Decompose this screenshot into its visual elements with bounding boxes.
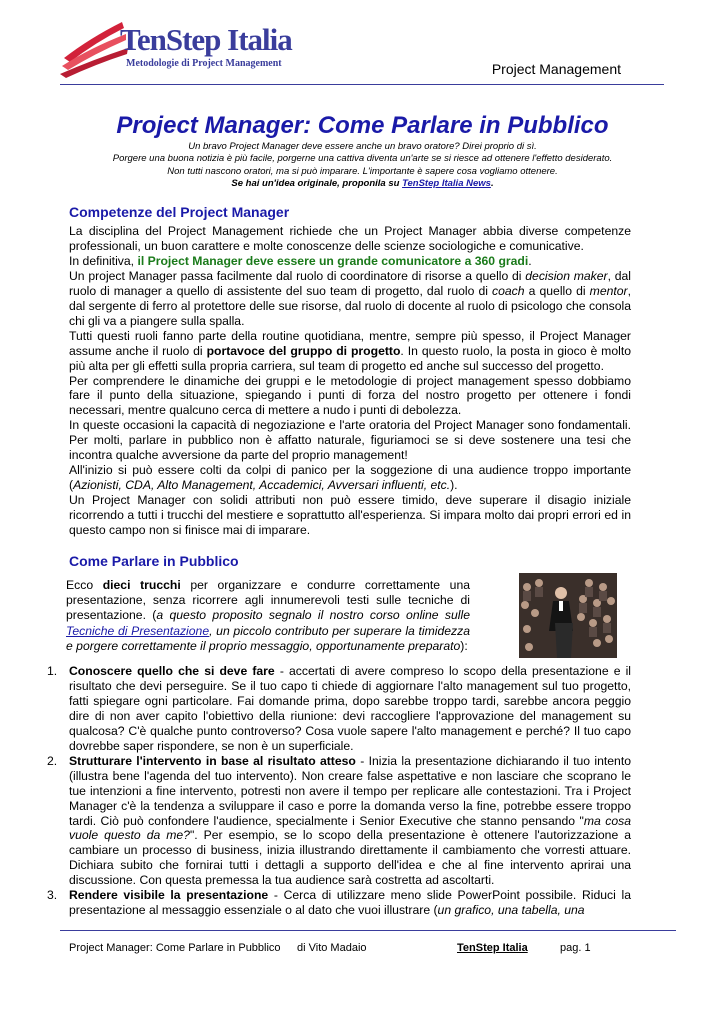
header-divider	[60, 84, 664, 85]
intro-block	[0, 141, 725, 191]
bold-text: Strutturare l'intervento in base al risultato atteso	[69, 753, 356, 768]
list-item	[47, 754, 631, 889]
footer-divider	[60, 930, 676, 931]
logo-text: TenStep Italia	[120, 22, 292, 57]
text: , dal ruolo di manager a quello di assistente del suo team di progetto, dal ruolo di	[69, 268, 631, 298]
list-item-text	[69, 888, 631, 918]
italic-text: mentor	[589, 283, 628, 298]
italic-text: , un piccolo contributo per superare la timidezza e porgere correttamente il proprio messaggio, opportunamente preparato	[66, 623, 470, 653]
footer-brand-link[interactable]: TenStep Italia	[457, 942, 528, 954]
text: - accertati di avere compreso lo scopo della presentazione e il risultato che devi perseguire. Se il tuo capo ti chiede di aggiornare l'alto management sul tuo progetto, fatti spiegare ogni particolare. Fai domande prima, dopo sarebbe troppo tardi, sarebbe ancora peggio dire di non aver capito l'obiettivo della riunione: devi raccogliere l'approvazione del management su qualcosa? C'è qualche punto controverso? Cosa vuole sapere l'alto management e perché? Il tuo capo dovrebbe saper rispondere, se non è un superficiale.	[69, 664, 631, 753]
parlare-intro	[66, 578, 470, 654]
bold-text: Rendere visibile la presentazione	[69, 888, 269, 903]
list-item	[47, 664, 631, 754]
paragraph: Un Project Manager con solidi attributi non può essere timido, deve superare il disagio iniziale ricorrendo a tutti i trucchi del mestiere e soprattutto all'esperienza. Si impara molto dai propri errori ed in questo campo non si finisce mai di imparare.	[69, 493, 631, 538]
page-title: Project Manager: Come Parlare in Pubblico	[116, 112, 609, 139]
text: , dal sergente di ferro al protettore delle sue risorse, dal ruolo di docente al ruolo di psicologo che consola chi gli va a piangere sulla spalla.	[69, 283, 631, 328]
text: per organizzare e condurre correttamente una presentazione, senza ricorrere agli innumerevoli testi sulle tecniche di presentazione. (	[66, 578, 471, 623]
list-number: 2.	[47, 753, 58, 768]
paragraph	[69, 329, 631, 374]
list-number: 3.	[47, 888, 58, 903]
italic-text: decision maker	[525, 268, 608, 283]
text: In definitiva,	[69, 253, 138, 268]
footer-author: di Vito Madaio	[297, 942, 367, 954]
italic-text: a questo proposito segnalo il nostro corso online sulle	[156, 608, 470, 623]
text: ):	[460, 638, 468, 653]
text: Ecco	[66, 578, 103, 592]
italic-text: coach	[492, 283, 525, 298]
text: - Cerca di utilizzare meno slide PowerPoint possibile. Riduci la presentazione al messaggio essenziale o al dato che vuoi illustrare (	[69, 888, 631, 918]
footer-doc-title: Project Manager: Come Parlare in Pubblico	[69, 942, 281, 954]
speaker-audience-icon	[519, 573, 617, 658]
text: All'inizio si può essere colti da colpi di panico per la soggezione di una audience troppo importante (	[69, 463, 631, 493]
logo-tagline: Metodologie di Project Management	[126, 58, 282, 69]
text: .	[528, 253, 532, 268]
paragraph: La disciplina del Project Management richiede che un Project Manager abbia diverse competenze professionali, un buon carattere e molte conoscenze delle scienze sociologiche e comunicative.	[69, 224, 631, 253]
text: ". Per esempio, se lo scopo della presentazione è ottenere l'autorizzazione a cambiare un processo di business, inizia illustrando direttamente il cambiamento che vorresti attuare. Dichiara subito che fornirai tutti i dettagli a supporto dell'idea e che al fine intervento aprirai una discussione. Con questa premessa la tua audience sarà costretta ad ascoltarti.	[69, 828, 631, 888]
intro-line-4-end: .	[490, 178, 494, 190]
italic-text: un grafico, una tabella, una	[437, 903, 585, 918]
paragraph	[69, 269, 631, 329]
highlight-text: il Project Manager deve essere un grande comunicatore a 360 gradi	[137, 253, 529, 268]
text: a quello di	[524, 283, 590, 298]
tenstep-news-link[interactable]: TenStep Italia News	[402, 178, 491, 190]
bold-text: Conoscere quello che si deve fare	[69, 664, 275, 678]
italic-text: Azionisti, CDA, Alto Management, Accademici, Avversari influenti, etc.	[73, 478, 451, 493]
paragraph: In queste occasioni la capacità di negoziazione e l'arte oratoria del Project Manager sono fondamentali. Per molti, parlare in pubblico non è affatto naturale, figuriamoci se si deve sostenere una tesi che incontra qualche avversione da parte del proprio management!	[69, 418, 631, 463]
intro-line-2: Porgere una buona notizia è più facile, porgerne una cattiva diventa un'arte se si riesce ad ottenere l'effetto desiderato.	[112, 153, 613, 165]
tecniche-presentazione-link[interactable]: Tecniche di Presentazione	[66, 623, 210, 638]
competenze-body	[69, 224, 631, 538]
bold-text: portavoce del gruppo di progetto	[206, 343, 401, 358]
list-number: 1.	[47, 664, 58, 678]
paragraph	[66, 578, 470, 654]
italic-text: ma cosa vuole questo da me?	[69, 813, 631, 843]
intro-line-1: Un bravo Project Manager deve essere anche un bravo oratore? Direi proprio di sì.	[188, 141, 537, 152]
text: - Inizia la presentazione dichiarando il tuo intento (illustra bene l'agenda del tuo intervento). Non creare false aspettative e non lasciare che scoprano le tue intenzioni a fine intervento, potresti non avere il tempo per replicare alle contestazioni. Tra i Project Manager c'è la tendenza a sviluppare il caso e porre la domanda verso la fine, potrebbe essere troppo tardi. Ciò può confondere l'audience, specialmente i Senior Executive che stanno pensando "	[69, 753, 631, 828]
list-item-text	[69, 664, 631, 754]
text: Tutti questi ruoli fanno parte della routine quotidiana, mentre, sempre più spesso, il Project Manager assume anche il ruolo di	[69, 328, 631, 358]
intro-line-4-text: Se hai un'idea originale, proponila su	[231, 178, 403, 190]
intro-line-3: Non tutti nascono oratori, ma si può imparare. L'importante è sapere cosa vogliamo ottenere.	[167, 165, 558, 177]
text: Un project Manager passa facilmente dal ruolo di coordinatore di risorse a quello di	[69, 268, 526, 283]
heading-parlare: Come Parlare in Pubblico	[69, 553, 239, 569]
text: ).	[450, 478, 458, 493]
paragraph	[69, 254, 631, 269]
list-item-text	[69, 754, 631, 889]
tips-list	[47, 664, 631, 918]
paragraph	[69, 463, 631, 493]
header-section-label: Project Management	[491, 61, 621, 77]
speaker-photo	[519, 573, 617, 658]
tenstep-logo	[60, 18, 292, 80]
heading-competenze: Competenze del Project Manager	[69, 204, 290, 220]
paragraph: Per comprendere le dinamiche dei gruppi e le metodologie di project management spesso dobbiamo fare il punto della situazione, spiegando i punti di forza del nostro progetto per ottenere i fondi necessari, mentre qualcuno cerca di mettere a nudo i punti di debolezza.	[69, 373, 631, 418]
text: . In questo ruolo, la posta in gioco è molto più alta per gli effetti sulla propria carriera, sul team di progetto ed anche sul successo del progetto.	[69, 343, 631, 373]
intro-line-4	[0, 178, 725, 190]
list-item	[47, 888, 631, 918]
bold-text: dieci trucchi	[102, 578, 181, 592]
footer-page-number: pag. 1	[560, 942, 591, 954]
